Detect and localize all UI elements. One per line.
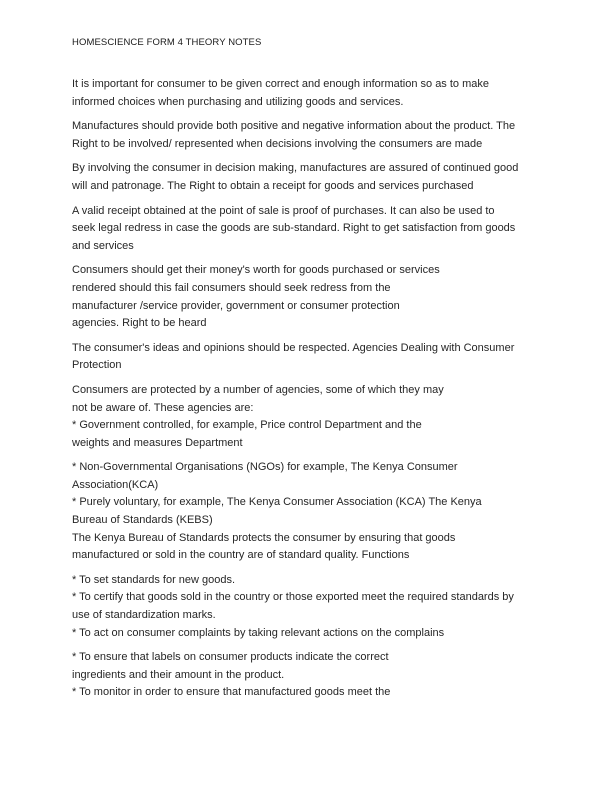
text-line: Association(KCA)	[72, 478, 159, 491]
paragraph	[72, 203, 542, 256]
text-line: Consumers are protected by a number of agencies, some of which they may	[72, 383, 444, 396]
text-line: manufactured or sold in the country are of standard quality. Functions	[72, 549, 410, 562]
text-line: will and patronage. The Right to obtain a receipt for goods and services purchased	[72, 179, 474, 192]
text-line: It is important for consumer to be given correct and enough information so as to make	[72, 78, 489, 90]
bullet-line: * Non-Governmental Organisations (NGOs) for example, The Kenya Consumer	[72, 461, 458, 474]
paragraph	[72, 262, 542, 332]
text-line: agencies. Right to be heard	[72, 317, 207, 330]
text-line: Bureau of Standards (KEBS)	[72, 514, 213, 527]
text-line: seek legal redress in case the goods are sub-standard. Right to get satisfaction from goods	[72, 222, 516, 235]
bullet-line: * To certify that goods sold in the country or those exported meet the required standards by	[72, 591, 514, 604]
paragraph	[72, 160, 542, 195]
text-line: informed choices when purchasing and utilizing goods and services.	[72, 95, 404, 108]
text-line: By involving the consumer in decision making, manufactures are assured of continued good	[72, 162, 519, 175]
paragraph	[72, 76, 542, 111]
text-line: rendered should this fail consumers should seek redress from the	[72, 281, 391, 294]
paragraph	[72, 459, 542, 565]
paragraph	[72, 118, 542, 153]
text-line: The Kenya Bureau of Standards protects the consumer by ensuring that goods	[72, 531, 456, 544]
bullet-line: * Purely voluntary, for example, The Kenya Consumer Association (KCA) The Kenya	[72, 496, 482, 509]
text-line: use of standardization marks.	[72, 609, 216, 622]
paragraph	[72, 382, 542, 452]
bullet-line: * Government controlled, for example, Price control Department and the	[72, 419, 422, 432]
bullet-line: * To monitor in order to ensure that manufactured goods meet the	[72, 686, 391, 699]
text-line: not be aware of. These agencies are:	[72, 401, 254, 414]
text-line: Protection	[72, 359, 122, 372]
text-line: manufacturer /service provider, government or consumer protection	[72, 299, 400, 312]
text-line: A valid receipt obtained at the point of sale is proof of purchases. It can also be used to	[72, 204, 495, 217]
text-line: and services	[72, 239, 134, 252]
text-line: ingredients and their amount in the product.	[72, 668, 285, 681]
text-line: weights and measures Department	[72, 436, 243, 449]
text-line: Consumers should get their money's worth for goods purchased or services	[72, 264, 440, 277]
page-header-title: HOMESCIENCE FORM 4 THEORY NOTES	[72, 37, 262, 48]
bullet-line: * To act on consumer complaints by taking relevant actions on the complains	[72, 626, 445, 639]
document-body	[72, 76, 542, 709]
paragraph	[72, 340, 542, 375]
text-line: The consumer's ideas and opinions should be respected. Agencies Dealing with Consumer	[72, 341, 515, 354]
paragraph	[72, 649, 542, 702]
paragraph	[72, 572, 542, 642]
bullet-line: * To set standards for new goods.	[72, 573, 236, 586]
text-line: Right to be involved/ represented when decisions involving the consumers are made	[72, 137, 483, 150]
bullet-line: * To ensure that labels on consumer products indicate the correct	[72, 651, 389, 664]
text-line: Manufactures should provide both positive and negative information about the product. The	[72, 120, 516, 133]
